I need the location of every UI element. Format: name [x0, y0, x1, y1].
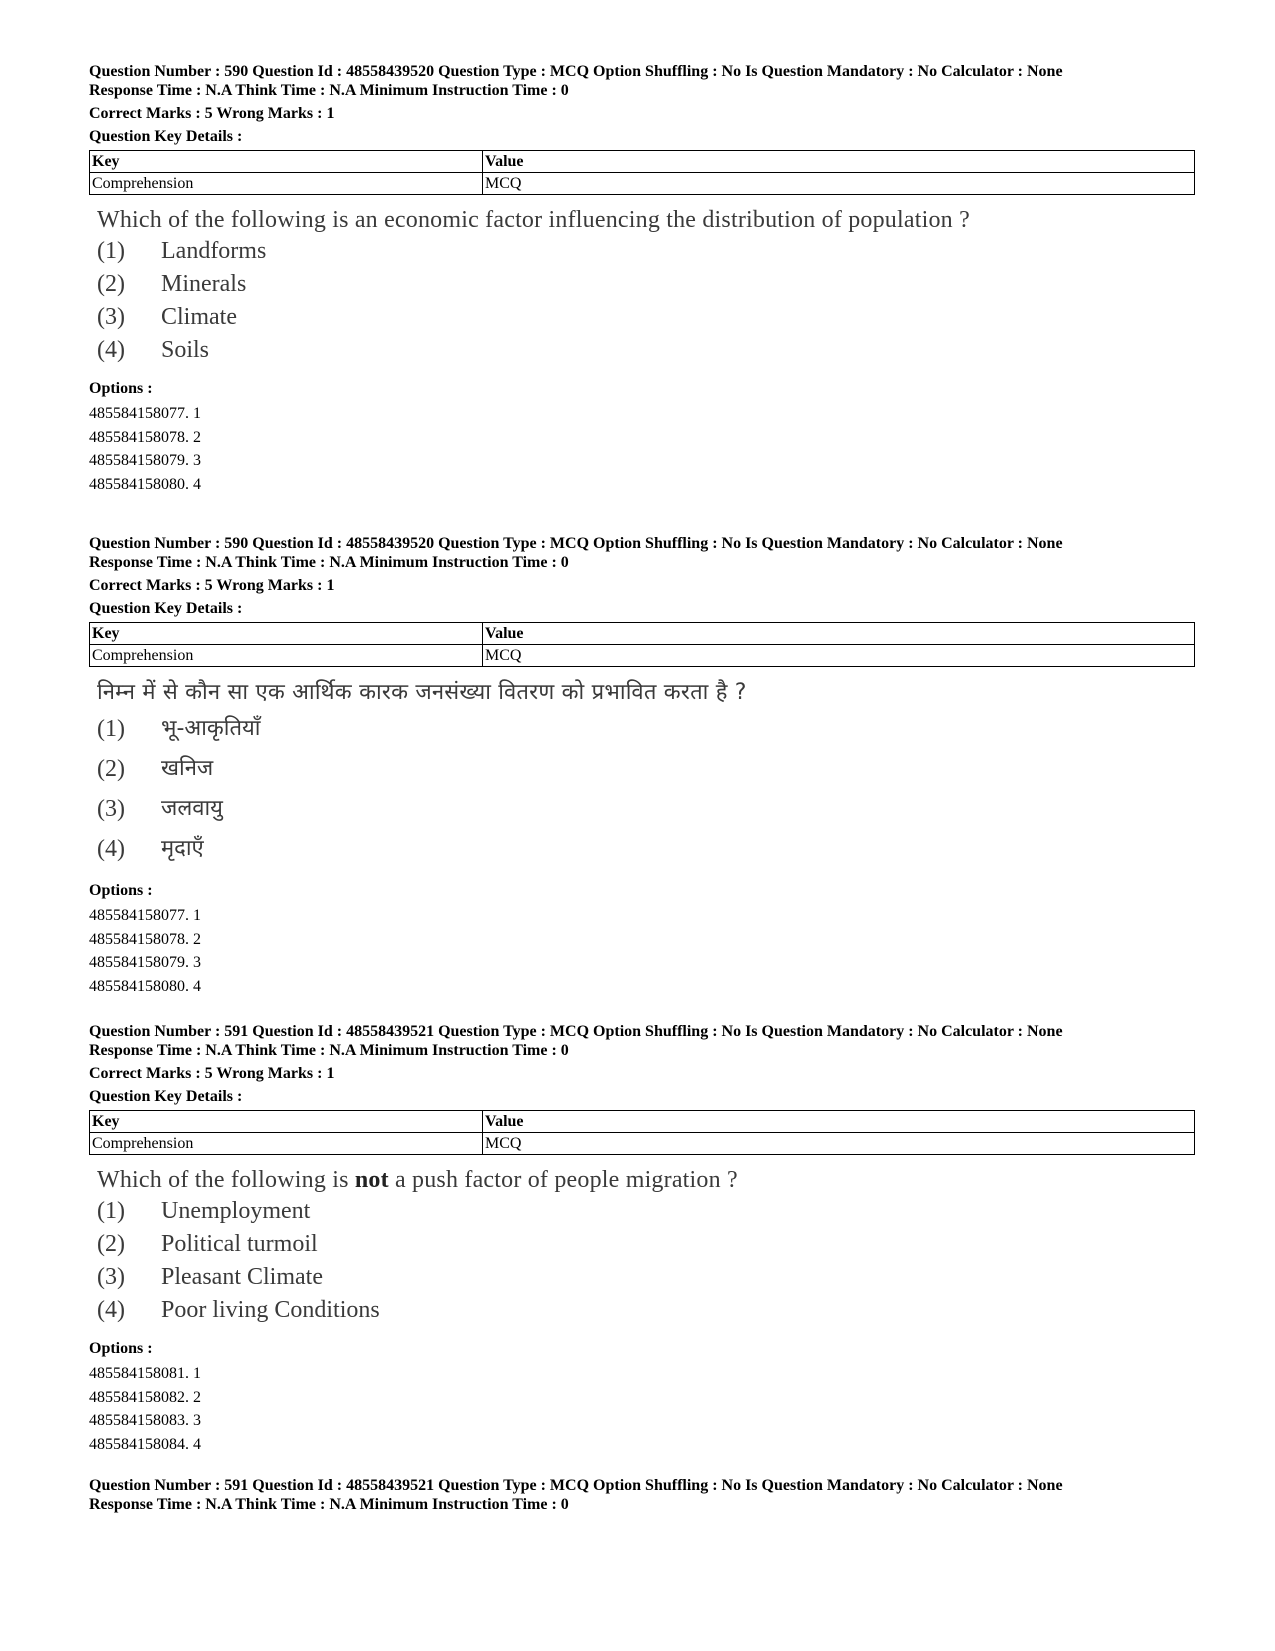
options-label: Options :	[89, 1340, 153, 1357]
question-image	[89, 1165, 1199, 1327]
table-header-key: Key	[90, 151, 483, 173]
key-details-label: Question Key Details :	[89, 128, 243, 145]
choice-number: (1)	[97, 1198, 125, 1224]
question-meta-line-2: Response Time : N.A Think Time : N.A Minimum Instruction Time : 0	[89, 554, 569, 571]
question-meta-line-1: Question Number : 591 Question Id : 48558439521 Question Type : MCQ Option Shuffling : No Is Question Mandatory : No Calculator : None	[89, 1023, 1063, 1040]
choice-item	[97, 749, 1199, 789]
options-label: Options :	[89, 380, 153, 397]
question-text-post: a push factor of people migration ?	[388, 1167, 738, 1193]
question-block-591-en	[89, 1022, 1199, 1453]
table-cell-value: MCQ	[483, 173, 1195, 195]
table-cell-value: MCQ	[483, 645, 1195, 667]
choice-number: (2)	[97, 756, 125, 782]
choice-item	[97, 1294, 1199, 1327]
choice-number: (2)	[97, 1231, 125, 1257]
options-list	[89, 402, 1199, 496]
table-row	[90, 1133, 1195, 1155]
question-block-590-en	[89, 62, 1199, 496]
marks-line: Correct Marks : 5 Wrong Marks : 1	[89, 1065, 335, 1082]
choice-text: Political turmoil	[161, 1231, 318, 1257]
question-meta-line-1: Question Number : 590 Question Id : 48558439520 Question Type : MCQ Option Shuffling : No Is Question Mandatory : No Calculator : None	[89, 63, 1063, 80]
question-text-emphasis: not	[354, 1167, 389, 1193]
choice-item	[97, 1228, 1199, 1261]
choice-item	[97, 334, 1199, 367]
option-item: 485584158081. 1	[89, 1365, 201, 1382]
option-item: 485584158079. 3	[89, 954, 201, 971]
option-item: 485584158079. 3	[89, 452, 201, 469]
question-meta	[89, 62, 1199, 100]
choice-item	[97, 235, 1199, 268]
key-details-label: Question Key Details :	[89, 600, 243, 617]
option-item: 485584158082. 2	[89, 1388, 201, 1406]
table-header-row	[90, 623, 1195, 645]
choice-text: भू-आकृतियाँ	[161, 716, 261, 741]
choice-text: Minerals	[161, 271, 247, 297]
table-row	[90, 645, 1195, 667]
options-list	[89, 1362, 1199, 1456]
option-item: 485584158084. 4	[89, 1435, 201, 1453]
choice-text: मृदाएँ	[161, 836, 204, 861]
question-image	[89, 205, 1199, 367]
question-text	[97, 1165, 1199, 1195]
choice-text: Poor living Conditions	[161, 1297, 380, 1323]
table-header-row	[90, 1111, 1195, 1133]
table-cell-key: Comprehension	[90, 1133, 483, 1155]
choice-number: (3)	[97, 1264, 125, 1290]
key-details-table	[89, 622, 1195, 667]
choice-number: (3)	[97, 304, 125, 330]
choice-item	[97, 1195, 1199, 1228]
option-item: 485584158077. 1	[89, 907, 201, 924]
document-page	[89, 62, 1199, 1552]
choice-text: Unemployment	[161, 1198, 311, 1224]
choice-number: (1)	[97, 238, 125, 264]
key-details-table	[89, 150, 1195, 195]
table-header-value: Value	[483, 151, 1195, 173]
choice-text: Pleasant Climate	[161, 1264, 323, 1290]
choice-text: Landforms	[161, 238, 267, 264]
choice-item	[97, 789, 1199, 829]
option-item: 485584158078. 2	[89, 428, 201, 446]
choice-item	[97, 301, 1199, 334]
choice-number: (2)	[97, 271, 125, 297]
options-list	[89, 904, 1199, 998]
question-block-590-hi	[89, 534, 1199, 995]
question-meta-line-1: Question Number : 590 Question Id : 48558439520 Question Type : MCQ Option Shuffling : No Is Question Mandatory : No Calculator : None	[89, 535, 1063, 552]
table-header-value: Value	[483, 1111, 1195, 1133]
option-item: 485584158080. 4	[89, 977, 201, 995]
key-details-table	[89, 1110, 1195, 1155]
table-cell-key: Comprehension	[90, 173, 483, 195]
table-header-value: Value	[483, 623, 1195, 645]
choice-number: (3)	[97, 796, 125, 822]
choice-number: (4)	[97, 1297, 125, 1323]
option-item: 485584158077. 1	[89, 405, 201, 422]
question-text: Which of the following is an economic factor influencing the distribution of population ?	[97, 207, 970, 233]
key-details-label: Question Key Details :	[89, 1088, 243, 1105]
choice-number: (4)	[97, 836, 125, 862]
options-label: Options :	[89, 882, 153, 899]
table-header-key: Key	[90, 623, 483, 645]
choice-item	[97, 268, 1199, 301]
option-item: 485584158078. 2	[89, 930, 201, 948]
choice-item	[97, 829, 1199, 869]
question-meta	[89, 1476, 1199, 1514]
table-cell-key: Comprehension	[90, 645, 483, 667]
choice-text: Soils	[161, 337, 210, 363]
question-meta-line-2: Response Time : N.A Think Time : N.A Minimum Instruction Time : 0	[89, 82, 569, 99]
question-image	[89, 677, 1199, 869]
question-meta	[89, 534, 1199, 572]
marks-line: Correct Marks : 5 Wrong Marks : 1	[89, 577, 335, 594]
table-row	[90, 173, 1195, 195]
question-meta-line-1: Question Number : 591 Question Id : 48558439521 Question Type : MCQ Option Shuffling : No Is Question Mandatory : No Calculator : None	[89, 1477, 1063, 1494]
choice-item	[97, 709, 1199, 749]
question-block-591-hi	[89, 1476, 1199, 1514]
marks-line: Correct Marks : 5 Wrong Marks : 1	[89, 105, 335, 122]
question-meta	[89, 1022, 1199, 1060]
choice-text: Climate	[161, 304, 237, 330]
question-text-pre: Which of the following is	[97, 1167, 355, 1193]
question-text: निम्न में से कौन सा एक आर्थिक कारक जनसंख्या वितरण को प्रभावित करता है ?	[97, 680, 747, 705]
table-header-key: Key	[90, 1111, 483, 1133]
option-item: 485584158083. 3	[89, 1412, 201, 1429]
option-item: 485584158080. 4	[89, 475, 201, 493]
choice-item	[97, 1261, 1199, 1294]
table-header-row	[90, 151, 1195, 173]
choice-text: जलवायु	[161, 796, 223, 821]
choice-text: खनिज	[161, 756, 214, 781]
table-cell-value: MCQ	[483, 1133, 1195, 1155]
question-meta-line-2: Response Time : N.A Think Time : N.A Minimum Instruction Time : 0	[89, 1496, 569, 1513]
question-meta-line-2: Response Time : N.A Think Time : N.A Minimum Instruction Time : 0	[89, 1042, 569, 1059]
choice-number: (1)	[97, 716, 125, 742]
choice-number: (4)	[97, 337, 125, 363]
